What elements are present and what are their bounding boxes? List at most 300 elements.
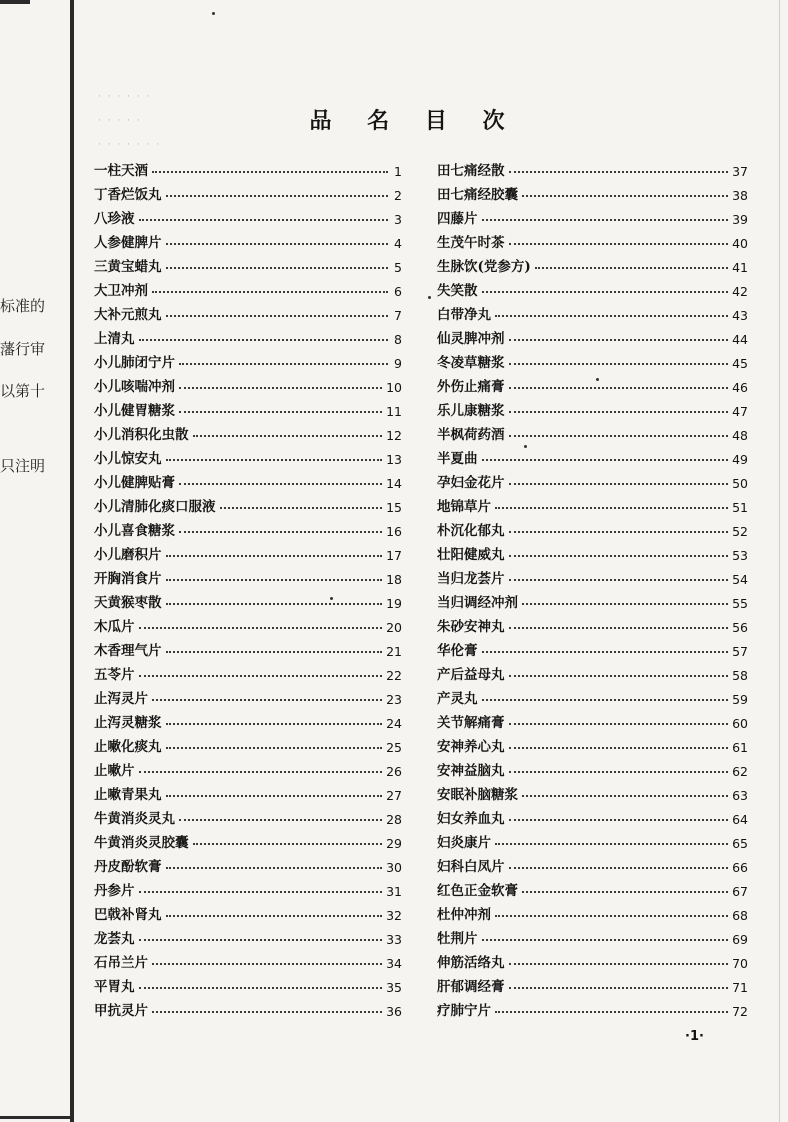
toc-entry — [94, 683, 402, 707]
dot-leader — [495, 507, 728, 509]
dot-leader — [166, 267, 389, 269]
dot-leader — [482, 939, 729, 941]
dot-leader — [509, 627, 729, 629]
toc-entry-name: 华伦膏 — [437, 643, 478, 659]
toc-entry-page: 64 — [732, 812, 748, 827]
toc-entry-page: 31 — [386, 884, 402, 899]
dot-leader — [166, 651, 383, 653]
dot-leader — [509, 675, 729, 677]
dot-leader — [482, 291, 729, 293]
dot-leader — [522, 891, 728, 893]
toc-entry-page: 38 — [732, 188, 748, 203]
toc-entry — [94, 539, 402, 563]
toc-entry-name: 冬凌草糖浆 — [437, 355, 505, 371]
toc-entry — [437, 299, 748, 323]
toc-entry-name: 田七痛经散 — [437, 163, 505, 179]
dot-leader — [509, 483, 729, 485]
toc-entry-page: 53 — [732, 548, 748, 563]
toc-entry — [437, 875, 748, 899]
dot-leader — [509, 579, 729, 581]
toc-entry-page: 3 — [394, 212, 402, 227]
toc-entry-name: 木瓜片 — [94, 619, 135, 635]
dot-leader — [166, 459, 383, 461]
dot-leader — [482, 699, 729, 701]
dot-leader — [139, 627, 383, 629]
dot-leader — [166, 747, 383, 749]
dot-leader — [509, 363, 729, 365]
toc-entry — [437, 227, 748, 251]
toc-entry-name: 地锦草片 — [437, 499, 491, 515]
toc-entry — [94, 179, 402, 203]
toc-entry — [437, 995, 748, 1019]
toc-entry-page: 20 — [386, 620, 402, 635]
toc-entry — [437, 275, 748, 299]
toc-entry-name: 甲抗灵片 — [94, 1003, 148, 1019]
toc-entry-name: 产灵丸 — [437, 691, 478, 707]
toc-entry-page: 19 — [386, 596, 402, 611]
toc-entry-name: 巴戟补肾丸 — [94, 907, 162, 923]
toc-entry — [94, 419, 402, 443]
dot-leader — [179, 387, 382, 389]
toc-entry-page: 36 — [386, 1004, 402, 1019]
toc-entry — [94, 203, 402, 227]
toc-entry — [437, 923, 748, 947]
toc-entry-page: 55 — [732, 596, 748, 611]
toc-entry — [437, 347, 748, 371]
toc-entry — [94, 755, 402, 779]
dot-leader — [179, 483, 382, 485]
toc-entry-page: 59 — [732, 692, 748, 707]
dot-leader — [509, 243, 729, 245]
toc-entry-page: 65 — [732, 836, 748, 851]
toc-entry-name: 丹皮酚软膏 — [94, 859, 162, 875]
dot-leader — [509, 963, 729, 965]
toc-entry-name: 五苓片 — [94, 667, 135, 683]
toc-entry-name: 止泻灵糖浆 — [94, 715, 162, 731]
toc-entry — [94, 299, 402, 323]
toc-entry-name: 小儿健脾贴膏 — [94, 475, 175, 491]
toc-entry — [94, 515, 402, 539]
toc-entry-page: 6 — [394, 284, 402, 299]
toc-entry-page: 69 — [732, 932, 748, 947]
toc-entry — [437, 539, 748, 563]
toc-entry — [437, 611, 748, 635]
dot-leader — [179, 531, 382, 533]
dot-leader — [509, 747, 729, 749]
toc-entry-name: 生脉饮(党参方) — [437, 259, 531, 275]
toc-entry-name: 朱砂安神丸 — [437, 619, 505, 635]
toc-entry-page: 13 — [386, 452, 402, 467]
toc-entry-name: 妇女养血丸 — [437, 811, 505, 827]
toc-entry-name: 红色正金软膏 — [437, 883, 518, 899]
dot-leader — [179, 411, 382, 413]
margin-fragment: 以第十 — [0, 382, 46, 400]
dot-leader — [509, 171, 729, 173]
toc-entry — [437, 443, 748, 467]
dot-leader — [522, 603, 728, 605]
dot-leader — [152, 1011, 382, 1013]
toc-entry-name: 丁香烂饭丸 — [94, 187, 162, 203]
dot-leader — [193, 843, 383, 845]
toc-entry-name: 天黄猴枣散 — [94, 595, 162, 611]
dot-leader — [166, 795, 383, 797]
toc-entry-page: 17 — [386, 548, 402, 563]
toc-entry-name: 壮阳健威丸 — [437, 547, 505, 563]
toc-entry-name: 牛黄消炎灵丸 — [94, 811, 175, 827]
toc-entry — [437, 755, 748, 779]
toc-entry-page: 47 — [732, 404, 748, 419]
dot-leader — [535, 267, 728, 269]
toc-entry — [94, 251, 402, 275]
dot-leader — [166, 915, 383, 917]
toc-entry-page: 27 — [386, 788, 402, 803]
toc-entry — [437, 587, 748, 611]
toc-entry-page: 54 — [732, 572, 748, 587]
dot-leader — [152, 963, 382, 965]
toc-entry — [437, 683, 748, 707]
toc-entry-name: 四藤片 — [437, 211, 478, 227]
toc-entry — [437, 395, 748, 419]
toc-entry — [437, 419, 748, 443]
toc-entry-page: 34 — [386, 956, 402, 971]
toc-entry-name: 小儿消积化虫散 — [94, 427, 189, 443]
dot-leader — [495, 915, 728, 917]
toc-entry-page: 62 — [732, 764, 748, 779]
toc-entry — [437, 467, 748, 491]
toc-entry — [94, 731, 402, 755]
dot-leader — [509, 387, 729, 389]
print-speck — [212, 12, 215, 15]
toc-entry-page: 61 — [732, 740, 748, 755]
toc-entry — [437, 851, 748, 875]
dot-leader — [509, 819, 729, 821]
toc-entry — [94, 395, 402, 419]
print-speck — [596, 378, 599, 381]
toc-entry-page: 37 — [732, 164, 748, 179]
toc-entry-page: 52 — [732, 524, 748, 539]
toc-entry — [94, 923, 402, 947]
toc-entry — [94, 443, 402, 467]
toc-entry-name: 妇科白凤片 — [437, 859, 505, 875]
toc-entry — [437, 707, 748, 731]
toc-entry-name: 小儿清肺化痰口服液 — [94, 499, 216, 515]
toc-entry-page: 1 — [394, 164, 402, 179]
toc-entry — [94, 779, 402, 803]
dot-leader — [152, 171, 388, 173]
toc-entry-page: 48 — [732, 428, 748, 443]
toc-entry — [94, 827, 402, 851]
dot-leader — [179, 363, 388, 365]
toc-entry-page: 68 — [732, 908, 748, 923]
toc-entry-page: 41 — [732, 260, 748, 275]
bleed-through-smudge: · · · · · — [98, 116, 142, 126]
toc-entry-page: 18 — [386, 572, 402, 587]
dot-leader — [139, 987, 383, 989]
toc-entry-name: 一柱天酒 — [94, 163, 148, 179]
toc-entry — [94, 851, 402, 875]
toc-entry-page: 21 — [386, 644, 402, 659]
toc-entry-name: 平胃丸 — [94, 979, 135, 995]
dot-leader — [152, 699, 382, 701]
toc-entry — [94, 659, 402, 683]
toc-entry-page: 43 — [732, 308, 748, 323]
toc-entry-name: 关节解痛膏 — [437, 715, 505, 731]
toc-entry-page: 24 — [386, 716, 402, 731]
toc-entry-name: 安神益脑丸 — [437, 763, 505, 779]
dot-leader — [509, 435, 729, 437]
toc-entry-page: 29 — [386, 836, 402, 851]
toc-entry — [94, 971, 402, 995]
toc-entry-name: 大卫冲剂 — [94, 283, 148, 299]
toc-entry-name: 开胸消食片 — [94, 571, 162, 587]
dot-leader — [166, 867, 383, 869]
toc-entry-name: 八珍液 — [94, 211, 135, 227]
toc-entry — [437, 371, 748, 395]
toc-entry — [437, 491, 748, 515]
toc-entry — [437, 251, 748, 275]
toc-entry-page: 22 — [386, 668, 402, 683]
toc-entry-name: 半夏曲 — [437, 451, 478, 467]
toc-entry — [94, 803, 402, 827]
toc-entry-name: 止泻灵片 — [94, 691, 148, 707]
toc-entry — [94, 611, 402, 635]
toc-entry-page: 67 — [732, 884, 748, 899]
toc-entry-name: 大补元煎丸 — [94, 307, 162, 323]
toc-entry-page: 7 — [394, 308, 402, 323]
toc-entry-name: 止嗽青果丸 — [94, 787, 162, 803]
page-title: 品 名 目 次 — [309, 109, 519, 134]
dot-leader — [139, 339, 389, 341]
toc-entry-name: 小儿健胃糖浆 — [94, 403, 175, 419]
toc-entry-page: 4 — [394, 236, 402, 251]
bleed-through-smudge: · · · · · · — [98, 92, 152, 102]
toc-entry — [437, 779, 748, 803]
dot-leader — [495, 1011, 728, 1013]
toc-entry-page: 26 — [386, 764, 402, 779]
toc-entry-name: 牛黄消炎灵胶囊 — [94, 835, 189, 851]
dot-leader — [509, 867, 729, 869]
toc-entry-name: 小儿喜食糖浆 — [94, 523, 175, 539]
dot-leader — [139, 891, 383, 893]
toc-entry — [437, 635, 748, 659]
toc-entry-page: 35 — [386, 980, 402, 995]
toc-entry-name: 杜仲冲剂 — [437, 907, 491, 923]
toc-entry — [94, 563, 402, 587]
toc-entry-name: 木香理气片 — [94, 643, 162, 659]
dot-leader — [522, 195, 728, 197]
toc-entry-name: 肝郁调经膏 — [437, 979, 505, 995]
toc-entry-name: 人参健脾片 — [94, 235, 162, 251]
toc-entry — [437, 203, 748, 227]
toc-entry-page: 72 — [732, 1004, 748, 1019]
toc-entry-page: 8 — [394, 332, 402, 347]
toc-entry — [437, 827, 748, 851]
toc-entry-page: 5 — [394, 260, 402, 275]
dot-leader — [139, 771, 383, 773]
toc-entry-name: 上清丸 — [94, 331, 135, 347]
toc-entry-page: 10 — [386, 380, 402, 395]
toc-entry-page: 50 — [732, 476, 748, 491]
dot-leader — [139, 939, 383, 941]
toc-entry — [94, 371, 402, 395]
toc-entry-page: 30 — [386, 860, 402, 875]
toc-entry-name: 朴沉化郁丸 — [437, 523, 505, 539]
print-speck — [428, 296, 431, 299]
toc-entry — [437, 323, 748, 347]
dot-leader — [166, 243, 389, 245]
toc-entry-name: 伸筋活络丸 — [437, 955, 505, 971]
dot-leader — [139, 219, 389, 221]
dot-leader — [166, 723, 383, 725]
toc-entry — [437, 179, 748, 203]
toc-entry-name: 安眠补脑糖浆 — [437, 787, 518, 803]
toc-entry-name: 小儿肺闭宁片 — [94, 355, 175, 371]
print-speck — [524, 445, 527, 448]
toc-entry-page: 16 — [386, 524, 402, 539]
margin-fragment: 藩行审 — [0, 340, 46, 358]
toc-entry-page: 32 — [386, 908, 402, 923]
toc-entry-page: 2 — [394, 188, 402, 203]
dot-leader — [152, 291, 388, 293]
toc-entry-name: 产后益母丸 — [437, 667, 505, 683]
toc-entry — [94, 227, 402, 251]
toc-entry-page: 49 — [732, 452, 748, 467]
toc-entry — [94, 587, 402, 611]
dot-leader — [193, 435, 383, 437]
toc-entry-page: 25 — [386, 740, 402, 755]
toc-entry-page: 33 — [386, 932, 402, 947]
dot-leader — [482, 459, 729, 461]
toc-entry-name: 小儿磨积片 — [94, 547, 162, 563]
toc-entry-page: 39 — [732, 212, 748, 227]
toc-entry-name: 生茂午时茶 — [437, 235, 505, 251]
toc-entry-page: 46 — [732, 380, 748, 395]
dot-leader — [166, 555, 383, 557]
toc-entry-page: 11 — [386, 404, 402, 419]
toc-entry — [437, 515, 748, 539]
toc-entry — [94, 899, 402, 923]
toc-entry-page: 70 — [732, 956, 748, 971]
dot-leader — [482, 651, 729, 653]
toc-entry-page: 66 — [732, 860, 748, 875]
toc-entry — [437, 659, 748, 683]
dot-leader — [509, 531, 729, 533]
toc-entry — [94, 635, 402, 659]
toc-entry — [437, 899, 748, 923]
toc-entry-name: 丹参片 — [94, 883, 135, 899]
page-right-edge — [779, 0, 780, 1122]
toc-entry-name: 牡荆片 — [437, 931, 478, 947]
toc-entry-page: 9 — [394, 356, 402, 371]
margin-fragment: 标准的 — [0, 297, 46, 315]
bleed-through-smudge: · · · · · · · — [98, 140, 162, 150]
toc-entry-name: 白带净丸 — [437, 307, 491, 323]
dot-leader — [495, 315, 728, 317]
toc-entry-page: 51 — [732, 500, 748, 515]
dot-leader — [509, 771, 729, 773]
toc-entry-name: 失笑散 — [437, 283, 478, 299]
toc-entry — [437, 971, 748, 995]
toc-entry-name: 三黄宝蜡丸 — [94, 259, 162, 275]
toc-entry-page: 14 — [386, 476, 402, 491]
dot-leader — [509, 987, 729, 989]
toc-entry — [94, 155, 402, 179]
toc-entry-page: 42 — [732, 284, 748, 299]
facing-page-margin — [0, 0, 60, 1122]
dot-leader — [220, 507, 383, 509]
toc-entry-page: 63 — [732, 788, 748, 803]
toc-entry-name: 半枫荷药酒 — [437, 427, 505, 443]
dot-leader — [482, 219, 729, 221]
toc-entry-name: 小儿惊安丸 — [94, 451, 162, 467]
toc-column-right — [437, 155, 748, 1019]
toc-entry-name: 当归调经冲剂 — [437, 595, 518, 611]
toc-entry-page: 58 — [732, 668, 748, 683]
toc-entry — [94, 947, 402, 971]
toc-entry-name: 疗肺宁片 — [437, 1003, 491, 1019]
toc-entry-name: 妇炎康片 — [437, 835, 491, 851]
book-spine-edge — [70, 0, 74, 1122]
toc-entry-name: 仙灵脾冲剂 — [437, 331, 505, 347]
toc-entry-page: 56 — [732, 620, 748, 635]
print-speck — [330, 597, 333, 600]
dot-leader — [495, 843, 728, 845]
toc-entry-name: 乐儿康糖浆 — [437, 403, 505, 419]
toc-entry-page: 45 — [732, 356, 748, 371]
toc-entry — [94, 467, 402, 491]
toc-entry-page: 60 — [732, 716, 748, 731]
dot-leader — [509, 339, 729, 341]
toc-entry — [437, 947, 748, 971]
toc-entry — [437, 731, 748, 755]
toc-entry — [437, 563, 748, 587]
toc-entry-name: 孕妇金花片 — [437, 475, 505, 491]
toc-entry-name: 止嗽化痰丸 — [94, 739, 162, 755]
toc-entry-page: 28 — [386, 812, 402, 827]
toc-entry-page: 57 — [732, 644, 748, 659]
dot-leader — [509, 411, 729, 413]
toc-entry-name: 当归龙荟片 — [437, 571, 505, 587]
dot-leader — [166, 315, 389, 317]
dot-leader — [139, 675, 383, 677]
toc-entry-name: 石吊兰片 — [94, 955, 148, 971]
toc-entry — [94, 491, 402, 515]
dot-leader — [522, 795, 728, 797]
toc-entry-name: 田七痛经胶囊 — [437, 187, 518, 203]
toc-entry — [437, 803, 748, 827]
book-spine-bottom — [0, 1116, 74, 1119]
dot-leader — [509, 555, 729, 557]
toc-entry — [94, 707, 402, 731]
toc-entry — [94, 347, 402, 371]
toc-entry-name: 安神养心丸 — [437, 739, 505, 755]
toc-entry-name: 龙荟丸 — [94, 931, 135, 947]
dot-leader — [166, 579, 383, 581]
toc-entry — [94, 275, 402, 299]
dot-leader — [509, 723, 729, 725]
toc-entry-name: 止嗽片 — [94, 763, 135, 779]
toc-entry-page: 15 — [386, 500, 402, 515]
toc-entry-page: 23 — [386, 692, 402, 707]
toc-entry — [94, 323, 402, 347]
margin-fragment: 只注明 — [0, 457, 46, 475]
dot-leader — [166, 603, 383, 605]
toc-entry — [94, 875, 402, 899]
toc-entry-page: 71 — [732, 980, 748, 995]
page-number: ·1· — [685, 1029, 704, 1044]
toc-column-left — [94, 155, 402, 1019]
toc-entry-name: 外伤止痛膏 — [437, 379, 505, 395]
